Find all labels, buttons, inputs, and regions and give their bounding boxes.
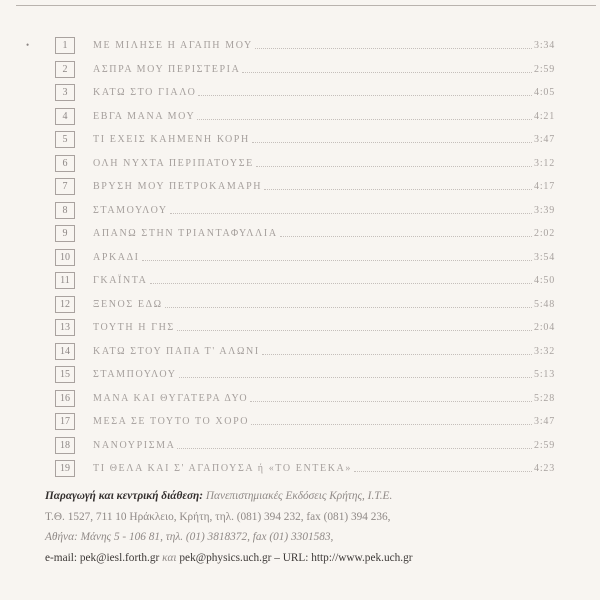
track-row	[55, 152, 555, 176]
dot-leader	[354, 461, 532, 472]
track-number: 9	[55, 225, 75, 242]
track-duration: 5:48	[534, 298, 555, 310]
track-title: ΕΒΓΑ ΜΑΝΑ ΜΟΥ	[93, 110, 196, 122]
track-duration: 2:04	[534, 322, 555, 334]
track-title: ΑΡΚΑΔΙ	[93, 251, 140, 263]
track-title: ΚΑΤΩ ΣΤΟΥ ΠΑΠΑ Τ' ΑΛΩΝΙ	[93, 345, 260, 357]
dot-leader	[242, 62, 532, 73]
track-row	[55, 105, 555, 129]
publisher-name: Πανεπιστημιακές Εκδόσεις Κρήτης, Ι.Τ.Ε.	[205, 490, 393, 502]
track-number: 4	[55, 108, 75, 125]
track-title: ΞΕΝΟΣ ΕΔΩ	[93, 298, 163, 310]
track-title: ΟΛΗ ΝΥΧΤΑ ΠΕΡΙΠΑΤΟΥΣΕ	[93, 157, 254, 169]
track-duration: 3:34	[534, 40, 555, 52]
dot-leader	[250, 391, 532, 402]
track-title: ΤΙ ΕΧΕΙΣ ΚΑΗΜΕΝΗ ΚΟΡΗ	[93, 134, 250, 146]
track-title: ΜΑΝΑ ΚΑΙ ΘΥΓΑΤΕΡΑ ΔΥΟ	[93, 392, 249, 404]
track-title: ΑΠΑΝΩ ΣΤΗΝ ΤΡΙΑΝΤΑΦΥΛΛΙΑ	[93, 228, 278, 240]
track-number: 5	[55, 131, 75, 148]
track-title: ΚΑΤΩ ΣΤΟ ΓΙΑΛΟ	[93, 87, 197, 99]
track-number: 2	[55, 61, 75, 78]
track-title: ΣΤΑΜΠΟΥΛΟΥ	[93, 369, 177, 381]
dot-leader	[177, 438, 532, 449]
production-credits	[45, 486, 590, 568]
dot-leader	[256, 156, 532, 167]
track-row	[55, 457, 555, 481]
track-row	[55, 81, 555, 105]
dot-leader	[177, 320, 532, 331]
track-duration: 4:21	[534, 110, 555, 122]
track-title: ΑΣΠΡΑ ΜΟΥ ΠΕΡΙΣΤΕΡΙΑ	[93, 63, 241, 75]
website-url: – URL: http://www.pek.uch.gr	[274, 551, 413, 564]
track-duration: 3:47	[534, 416, 555, 428]
dot-leader	[280, 226, 532, 237]
track-number: 1	[55, 37, 75, 54]
track-number: 14	[55, 343, 75, 360]
track-number: 10	[55, 249, 75, 266]
dot-leader	[165, 297, 532, 308]
track-row	[55, 269, 555, 293]
track-duration: 2:02	[534, 228, 555, 240]
dot-leader	[262, 344, 532, 355]
track-title: ΜΕΣΑ ΣΕ ΤΟΥΤΟ ΤΟ ΧΟΡΟ	[93, 416, 250, 428]
track-title: ΒΡΥΣΗ ΜΟΥ ΠΕΤΡΟΚΑΜΑΡΗ	[93, 181, 263, 193]
track-title: ΝΑΝΟΥΡΙΣΜΑ	[93, 439, 176, 451]
track-number: 16	[55, 390, 75, 407]
track-duration: 3:39	[534, 204, 555, 216]
track-number: 13	[55, 319, 75, 336]
track-duration: 2:59	[534, 63, 555, 75]
email-secondary: pek@physics.uch.gr	[179, 551, 272, 564]
track-duration: 5:28	[534, 392, 555, 404]
dot-leader	[255, 38, 532, 49]
track-row	[55, 387, 555, 411]
track-title: ΜΕ ΜΙΛΗΣΕ Η ΑΓΑΠΗ ΜΟΥ	[93, 40, 253, 52]
track-number: 19	[55, 460, 75, 477]
dot-leader	[198, 85, 532, 96]
track-row	[55, 246, 555, 270]
track-row	[55, 222, 555, 246]
athens-address: Αθήνα: Μάνης 5 - 106 81, τηλ. (01) 3818372, fax (01) 3301583,	[45, 531, 334, 543]
track-number: 11	[55, 272, 75, 289]
dot-leader	[179, 367, 532, 378]
track-row	[55, 340, 555, 364]
track-duration: 2:59	[534, 439, 555, 451]
track-duration: 4:17	[534, 181, 555, 193]
track-title: ΤΟΥΤΗ Η ΓΗΣ	[93, 322, 175, 334]
track-number: 7	[55, 178, 75, 195]
track-title: ΣΤΑΜΟΥΛΟΥ	[93, 204, 168, 216]
track-row	[55, 316, 555, 340]
track-number: 15	[55, 366, 75, 383]
credits-line-1	[45, 486, 590, 507]
credits-contact-line	[45, 548, 590, 569]
email-primary: e-mail: pek@iesl.forth.gr	[45, 551, 160, 564]
email-connector: και	[162, 551, 177, 564]
track-row	[55, 34, 555, 58]
top-divider	[16, 5, 596, 6]
track-duration: 3:47	[534, 134, 555, 146]
crete-address: Τ.Θ. 1527, 711 10 Ηράκλειο, Κρήτη, τηλ. (081) 394 232, fax (081) 394 236,	[45, 510, 391, 523]
track-number: 18	[55, 437, 75, 454]
track-duration: 3:12	[534, 157, 555, 169]
tracklist	[55, 34, 555, 481]
track-row	[55, 293, 555, 317]
track-number: 3	[55, 84, 75, 101]
track-duration: 4:50	[534, 275, 555, 287]
track-duration: 4:05	[534, 87, 555, 99]
track-number: 6	[55, 155, 75, 172]
track-duration: 3:32	[534, 345, 555, 357]
track-duration: 4:23	[534, 463, 555, 475]
track-number: 8	[55, 202, 75, 219]
track-row	[55, 434, 555, 458]
dot-leader	[264, 179, 532, 190]
track-row	[55, 363, 555, 387]
track-number: 12	[55, 296, 75, 313]
track-row	[55, 175, 555, 199]
dot-leader	[150, 273, 533, 284]
dot-leader	[197, 109, 532, 120]
dot-leader	[252, 132, 532, 143]
decorative-mark: •	[26, 40, 30, 50]
production-label: Παραγωγή και κεντρική διάθεση:	[45, 490, 204, 502]
track-duration: 3:54	[534, 251, 555, 263]
track-title: ΓΚΑΪΝΤΑ	[93, 275, 148, 287]
track-row	[55, 128, 555, 152]
track-duration: 5:13	[534, 369, 555, 381]
track-row	[55, 199, 555, 223]
dot-leader	[170, 203, 532, 214]
track-number: 17	[55, 413, 75, 430]
track-title: ΤΙ ΘΕΛΑ ΚΑΙ Σ' ΑΓΑΠΟΥΣΑ ή «ΤΟ ΕΝΤΕΚΑ»	[93, 463, 352, 475]
dot-leader	[251, 414, 532, 425]
track-row	[55, 410, 555, 434]
track-row	[55, 58, 555, 82]
dot-leader	[142, 250, 532, 261]
